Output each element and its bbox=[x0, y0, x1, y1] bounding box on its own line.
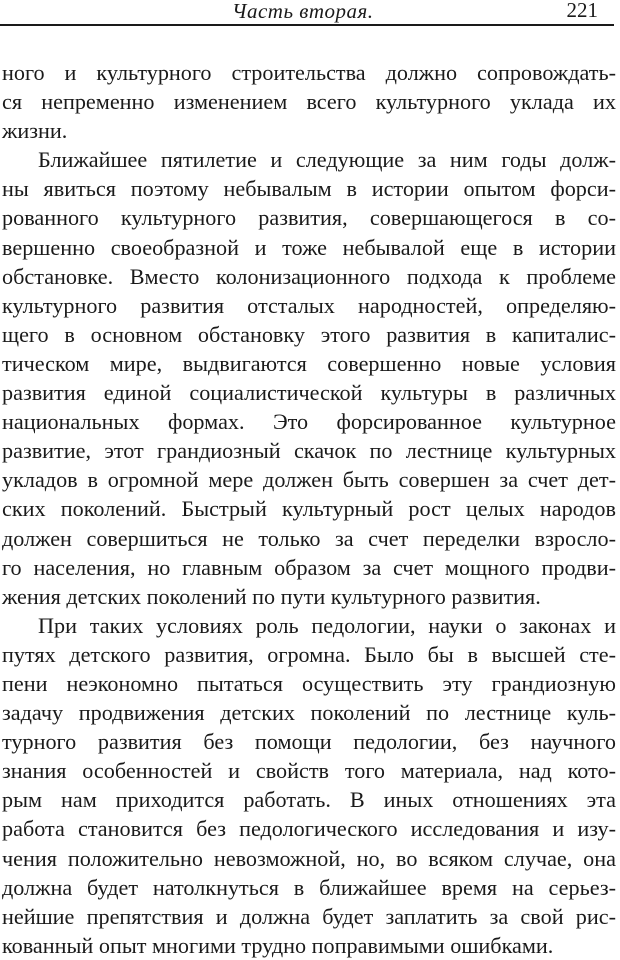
header-rule bbox=[0, 24, 614, 26]
text-line: обстановке. Вместо колонизационного подхода к проблеме bbox=[2, 263, 616, 289]
text-line: При таких условиях роль педологии, науки о законах и bbox=[38, 612, 616, 638]
paragraph-3 bbox=[2, 611, 616, 960]
text-line: пени неэкономно пытаться осуществить эту грандиозную bbox=[2, 670, 616, 696]
text-line: культурного развития отсталых народностей, определяю- bbox=[2, 292, 616, 318]
text-line: работа становится без педологического исследования и изу- bbox=[2, 816, 616, 842]
paragraph-1 bbox=[2, 58, 616, 145]
text-line: должна будет натолкнуться в ближайшее время на серьез- bbox=[2, 874, 616, 900]
body-text bbox=[2, 58, 616, 960]
text-line: щего в основном обстановку этого развития в капиталис- bbox=[2, 321, 616, 347]
text-line: рованного культурного развития, совершающегося в со- bbox=[2, 205, 616, 231]
text-line: ских поколений. Быстрый культурный рост целых народов bbox=[2, 496, 616, 522]
text-line: жения детских поколений по пути культурного развития. bbox=[2, 583, 541, 609]
text-line: ся непременно изменением всего культурного уклада их bbox=[2, 89, 616, 115]
text-line: укладов в огромной мере должен быть совершен за счет дет- bbox=[2, 467, 616, 493]
text-line: турного развития без помощи педологии, без научного bbox=[2, 729, 616, 755]
paragraph-2 bbox=[2, 145, 616, 611]
text-line: развития единой социалистической культуры в различных bbox=[2, 380, 616, 406]
running-head bbox=[0, 0, 620, 24]
text-line: национальных формах. Это форсированное культурное bbox=[2, 409, 616, 435]
text-line: ны явиться поэтому небывалым в истории опытом форси- bbox=[2, 176, 616, 202]
text-line: Ближайшее пятилетие и следующие за ним годы долж- bbox=[38, 147, 616, 173]
text-line: рым нам приходится работать. В иных отношениях эта bbox=[2, 787, 616, 813]
text-line: должен совершиться не только за счет переделки взросло- bbox=[2, 525, 616, 551]
text-line: жизни. bbox=[2, 118, 68, 144]
text-line: ного и культурного строительства должно сопровождать- bbox=[2, 60, 616, 85]
text-line: задачу продвижения детских поколений по лестнице куль- bbox=[2, 700, 616, 726]
text-line: путях детского развития, огромна. Было бы в высшей сте- bbox=[2, 641, 616, 667]
text-line: вершенно своеобразной и тоже небывалой еще в истории bbox=[2, 234, 616, 260]
running-head-title: Часть вторая. bbox=[232, 0, 374, 23]
text-line: знания особенностей и свойств того материала, над кото- bbox=[2, 758, 616, 784]
text-line: нейшие препятствия и должна будет заплатить за свой рис- bbox=[2, 903, 616, 929]
text-line: чения положительно невозможной, но, во всяком случае, она bbox=[2, 845, 616, 871]
text-line: кованный опыт многими трудно поправимыми ошибками. bbox=[2, 932, 554, 958]
page-number: 221 bbox=[566, 0, 598, 22]
text-line: развитие, этот грандиозный скачок по лестнице культурных bbox=[2, 438, 616, 464]
text-line: тическом мире, выдвигаются совершенно новые условия bbox=[2, 350, 616, 376]
text-line: го населения, но главным образом за счет мощного продви- bbox=[2, 554, 616, 580]
